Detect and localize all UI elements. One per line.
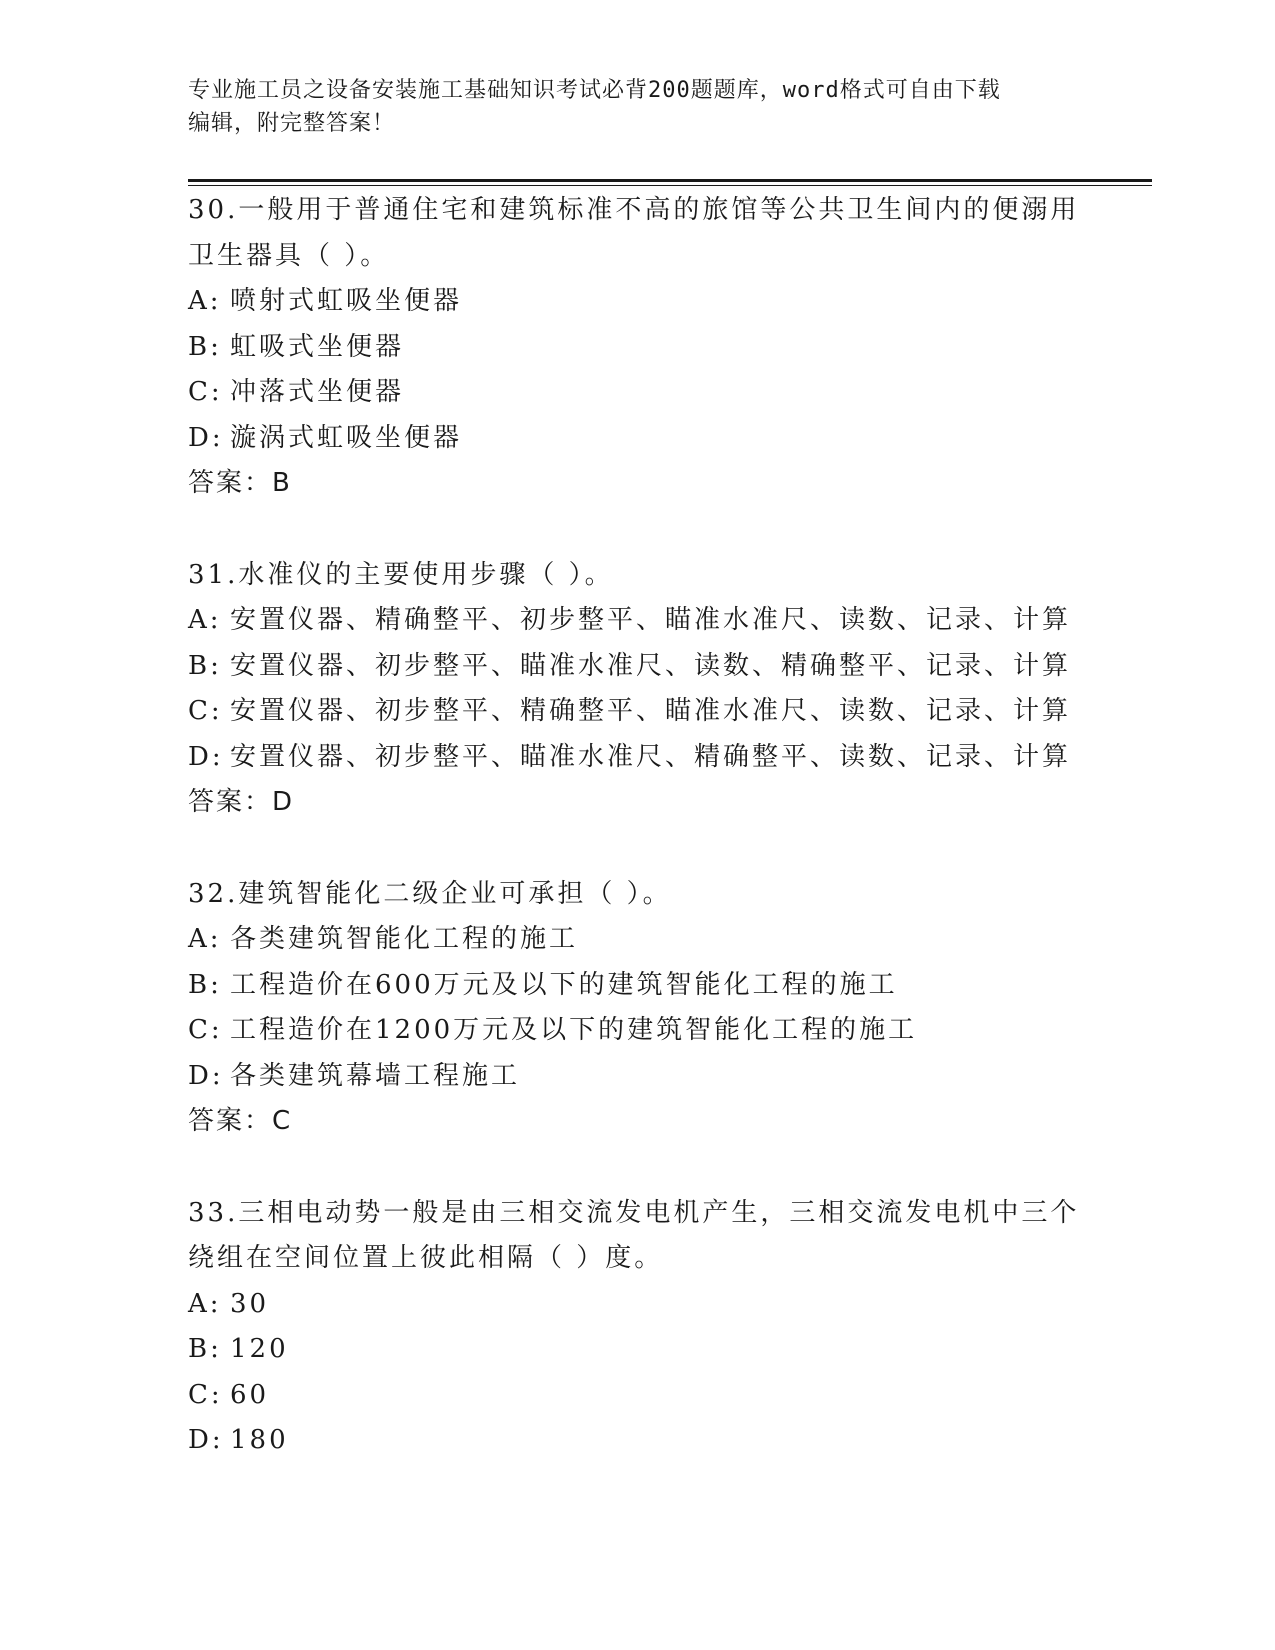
option-text: 安置仪器、精确整平、初步整平、瞄准水准尺、读数、记录、计算: [230, 605, 1072, 635]
option-letter: D:: [188, 1425, 224, 1455]
question-stem-line: 31.水准仪的主要使用步骤（ ）。: [188, 559, 614, 590]
question-stem-line: 30.一般用于普通住宅和建筑标准不高的旅馆等公共卫生间内的便溺用: [188, 195, 1080, 225]
option-letter: C:: [188, 696, 223, 726]
question-32: [188, 872, 1088, 1145]
option-text: 180: [230, 1425, 289, 1455]
question-stem-line: 卫生器具（ ）。: [188, 240, 390, 271]
header-divider-thin: [188, 185, 1152, 186]
option-a: [188, 598, 1088, 644]
option-b: [188, 1327, 1088, 1373]
option-c: [188, 689, 1088, 735]
option-d: [188, 1054, 1088, 1100]
question-list: [188, 188, 1088, 1510]
option-a: [188, 1282, 1088, 1328]
option-text: 漩涡式虹吸坐便器: [230, 422, 463, 453]
question-31: [188, 553, 1088, 826]
option-letter: B:: [188, 969, 222, 1000]
option-text: 安置仪器、初步整平、瞄准水准尺、读数、精确整平、记录、计算: [230, 650, 1072, 681]
question-stem-line: 33.三相电动势一般是由三相交流发电机产生，三相交流发电机中三个: [188, 1197, 1080, 1228]
header-line-2: 编辑，附完整答案！: [188, 111, 396, 136]
option-letter: C:: [188, 1379, 223, 1410]
option-text: 各类建筑幕墙工程施工: [230, 1060, 521, 1091]
header-divider-thick: [188, 179, 1152, 182]
option-text: 冲落式坐便器: [230, 377, 405, 407]
answer-line: 答案：D: [188, 787, 295, 817]
option-letter: A:: [188, 286, 222, 316]
option-d: [188, 1418, 1088, 1464]
question-30: [188, 188, 1088, 507]
option-d: [188, 416, 1088, 462]
option-b: [188, 963, 1088, 1009]
document-header: [188, 74, 1088, 140]
option-text: 安置仪器、初步整平、精确整平、瞄准水准尺、读数、记录、计算: [230, 696, 1072, 726]
option-d: [188, 735, 1088, 781]
option-text: 虹吸式坐便器: [230, 331, 405, 362]
question-33: [188, 1191, 1088, 1464]
option-letter: D:: [188, 1060, 224, 1091]
option-text: 喷射式虹吸坐便器: [230, 286, 463, 316]
option-letter: C:: [188, 1015, 223, 1045]
option-letter: B:: [188, 331, 222, 362]
option-letter: A:: [188, 924, 222, 954]
option-letter: A:: [188, 605, 222, 635]
option-text: 30: [230, 1288, 270, 1319]
option-a: [188, 279, 1088, 325]
option-text: 工程造价在1200万元及以下的建筑智能化工程的施工: [230, 1015, 918, 1045]
option-letter: B:: [188, 650, 222, 681]
question-stem-line: 32.建筑智能化二级企业可承担（ ）。: [188, 878, 672, 909]
option-text: 各类建筑智能化工程的施工: [230, 924, 579, 954]
header-line-1: 专业施工员之设备安装施工基础知识考试必背200题题库，word格式可自由下载: [188, 78, 1001, 103]
option-letter: D:: [188, 741, 224, 772]
answer-line: 答案：C: [188, 1106, 293, 1136]
option-letter: B:: [188, 1334, 222, 1364]
option-text: 安置仪器、初步整平、瞄准水准尺、精确整平、读数、记录、计算: [230, 741, 1072, 772]
option-b: [188, 325, 1088, 371]
option-letter: C:: [188, 377, 223, 407]
option-b: [188, 644, 1088, 690]
option-text: 60: [230, 1379, 270, 1410]
option-a: [188, 917, 1088, 963]
option-letter: D:: [188, 422, 224, 453]
answer-line: 答案：B: [188, 468, 292, 498]
option-c: [188, 370, 1088, 416]
option-text: 工程造价在600万元及以下的建筑智能化工程的施工: [230, 969, 898, 1000]
option-letter: A:: [188, 1288, 222, 1319]
question-stem-line: 绕组在空间位置上彼此相隔（ ）度。: [188, 1243, 664, 1273]
option-text: 120: [230, 1334, 289, 1364]
option-c: [188, 1008, 1088, 1054]
option-c: [188, 1373, 1088, 1419]
